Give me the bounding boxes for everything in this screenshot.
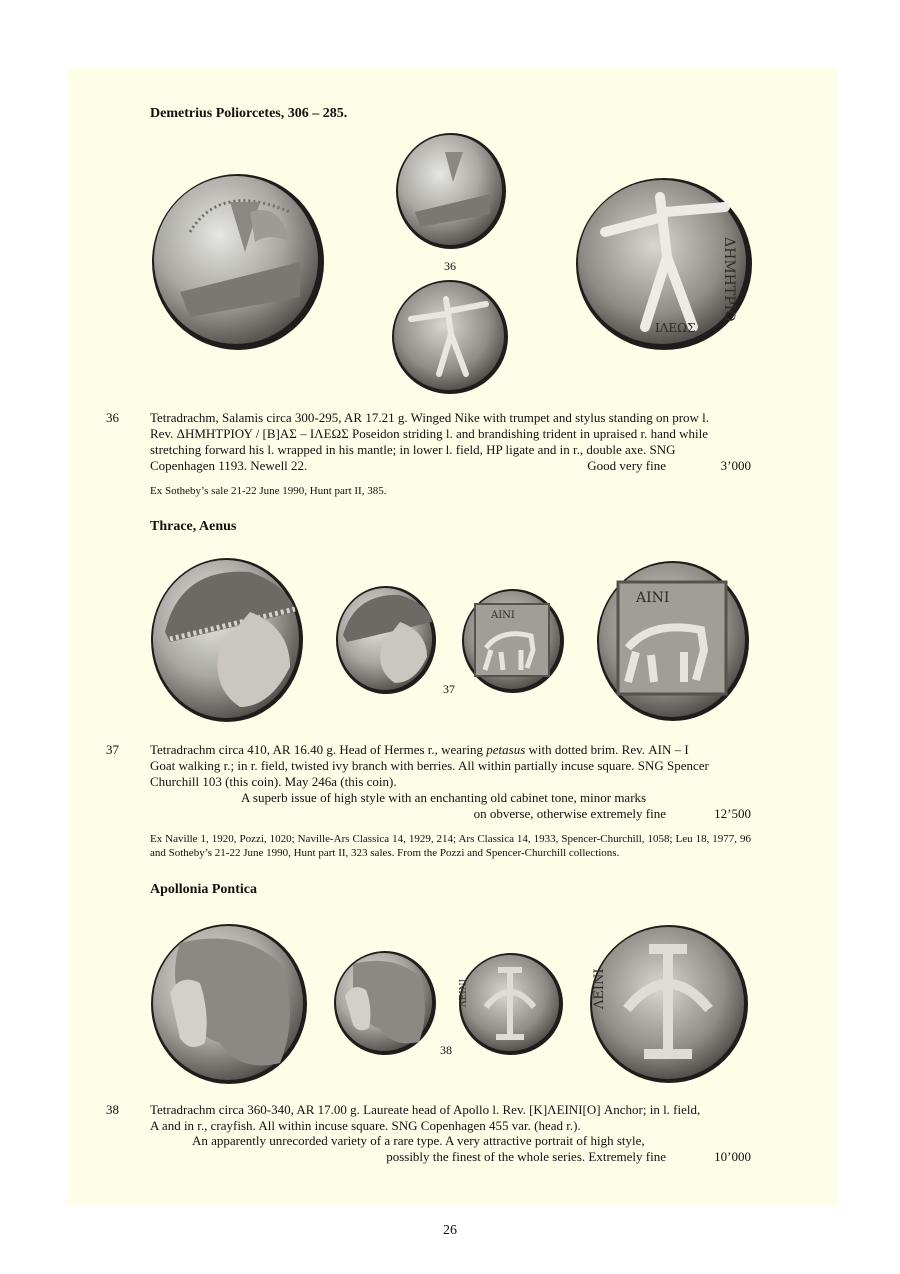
desc-line: stretching forward his l. wrapped in his mantle; in lower l. field, HP ligate and in r., double axe. SNG — [150, 442, 676, 457]
section-heading-apollonia: Apollonia Pontica — [150, 882, 257, 897]
lot-provenance-36: Ex Sotheby’s sale 21-22 June 1990, Hunt part II, 385. — [150, 485, 387, 497]
desc-line: Tetradrachm circa 360-340, AR 17.00 g. Laureate head of Apollo l. Rev. [Κ]ΛΕΙΝΙ[Ο] Anchor; in l. field, — [150, 1102, 701, 1117]
coin-image-38-reverse-small — [458, 952, 564, 1056]
page-number: 26 — [443, 1223, 457, 1238]
lot-price-36: 3’000 — [720, 458, 751, 473]
desc-line — [150, 742, 751, 758]
lot-price-37: 12’500 — [714, 806, 751, 821]
lot-price-38: 10’000 — [714, 1149, 751, 1164]
desc-line: Tetradrachm, Salamis circa 300-295, AR 17.21 g. Winged Nike with trumpet and stylus standing on prow l. — [150, 410, 710, 425]
coin-image-38-obverse-large — [150, 923, 308, 1085]
desc-line-italic: petasus — [486, 742, 526, 757]
coin-image-36-obverse-large — [150, 172, 326, 352]
coin-image-37-obverse-small — [335, 585, 437, 695]
desc-line: Churchill 103 (this coin). May 246a (this coin). — [150, 774, 397, 789]
desc-line: Copenhagen 1193. Newell 22. — [150, 458, 308, 473]
lot-number-38: 38 — [106, 1102, 119, 1117]
coin-image-37-reverse-large — [596, 560, 750, 722]
lot-number-37: 37 — [106, 742, 119, 757]
coin-image-37-obverse-large — [150, 557, 304, 723]
coin-legend-aenus-large: ΑΙΝΙ — [636, 590, 670, 606]
lot-comment-37: A superb issue of high style with an enchanting old cabinet tone, minor marks — [241, 790, 647, 805]
plate-number-37: 37 — [443, 682, 455, 696]
lot-grade-37: on obverse, otherwise extremely fine — [473, 806, 666, 821]
lot-grade-36: Good very fine — [587, 458, 666, 473]
coin-image-37-reverse-small — [461, 588, 565, 694]
plate-number-36: 36 — [444, 259, 456, 273]
desc-line-part: with dotted brim. Rev. ΑΙΝ – Ι — [525, 742, 689, 757]
coin-image-38-reverse-large — [589, 924, 749, 1084]
desc-line: Rev. ΔΗΜΗΤΡΙΟΥ / [Β]ΑΣ – ΙΛΕΩΣ Poseidon striding l. and brandishing trident in upraised r. hand while — [150, 426, 709, 441]
desc-line-part: Tetradrachm circa 410, AR 16.40 g. Head of Hermes r., wearing — [150, 742, 487, 757]
desc-line: Goat walking r.; in r. field, twisted ivy branch with berries. All within partially incuse square. SNG Spencer — [150, 758, 709, 773]
lot-number-36: 36 — [106, 410, 119, 425]
coin-image-36-reverse-small — [391, 279, 509, 395]
plate-number-38: 38 — [440, 1043, 452, 1057]
coin-legend-demetrius-2: ΙΛΕΩΣ — [655, 321, 696, 335]
lot-provenance-37: Ex Naville 1, 1920, Pozzi, 1020; Naville-Ars Classica 14, 1929, 214; Ars Classica 14, 1933, Spencer-Churchill, 1058; Leu 18, 1977, 96 and Sotheby’s 21-22 June 1990, Hunt part II, 323 sales. From the Pozzi and Spencer-Churchill collections. — [150, 833, 751, 859]
section-heading-demetrius: Demetrius Poliorcetes, 306 – 285. — [150, 106, 348, 121]
coin-legend-aenus-small: ΑΙΝΙ — [491, 610, 515, 621]
coin-legend-apollonia-large: ΛΕΙΝΙ — [592, 968, 607, 1009]
desc-line: A and in r., crayfish. All within incuse square. SNG Copenhagen 455 var. (head r.). — [150, 1118, 581, 1133]
coin-image-36-obverse-small — [395, 132, 507, 250]
coin-image-38-obverse-small — [333, 950, 437, 1056]
coin-legend-apollonia-small: ΛΕΙΝΙ — [459, 978, 469, 1007]
lot-comment-38: An apparently unrecorded variety of a rare type. A very attractive portrait of high style, — [192, 1133, 645, 1148]
lot-grade-38: possibly the finest of the whole series. Extremely fine — [386, 1149, 666, 1164]
lot-description-38 — [150, 1102, 751, 1134]
coin-image-36-reverse-large — [575, 177, 753, 351]
section-heading-aenus: Thrace, Aenus — [150, 519, 237, 534]
lot-description-37 — [150, 742, 751, 790]
coin-legend-demetrius: ΔΗΜΗΤΡΙΟ — [721, 237, 737, 322]
